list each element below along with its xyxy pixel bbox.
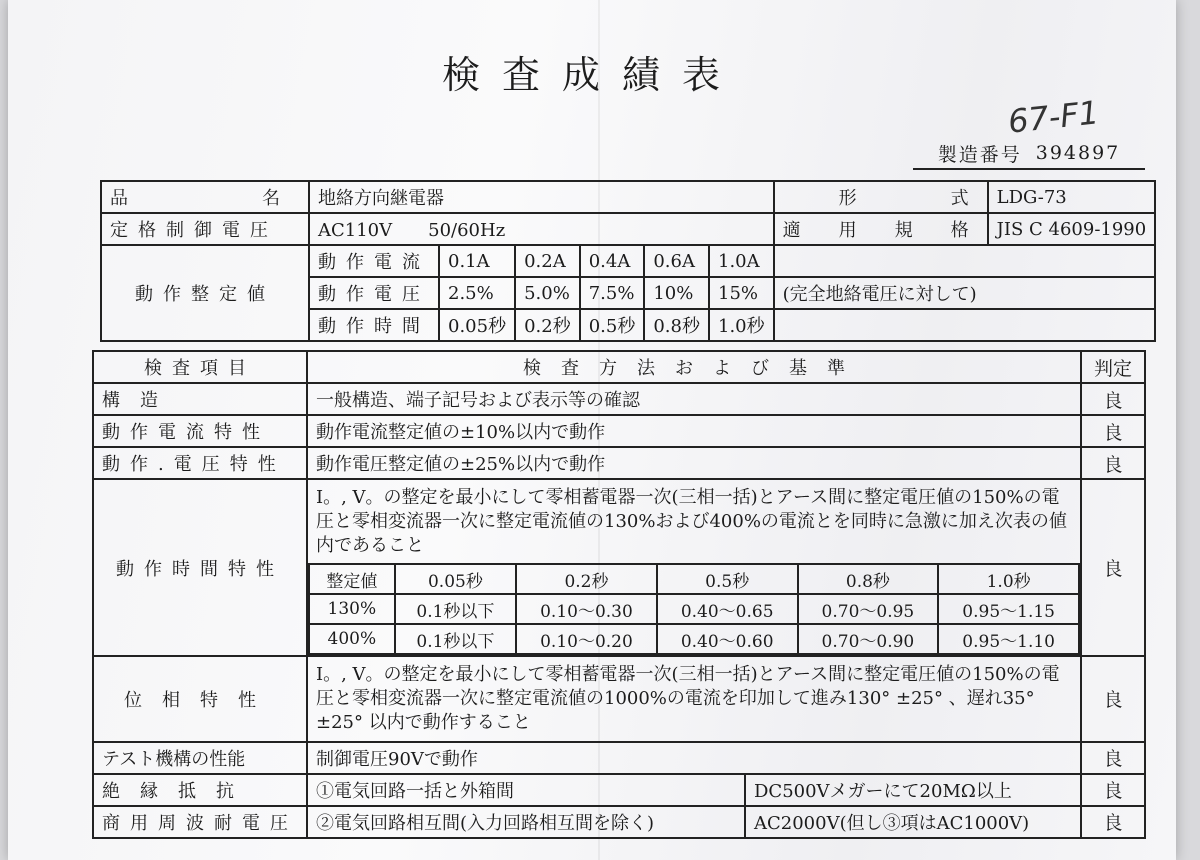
item-method: ①電気回路一括と外箱間 bbox=[307, 774, 745, 806]
serial-value: 394897 bbox=[1035, 142, 1121, 164]
time-table-header: 0.5秒 bbox=[657, 564, 798, 594]
setting-value: 0.2秒 bbox=[515, 309, 580, 341]
item-condition: DC500Vメガーにて20MΩ以上 bbox=[745, 774, 1081, 806]
item-label: 商用周波耐電圧 bbox=[93, 806, 307, 838]
setting-value: 0.1A bbox=[439, 245, 515, 277]
time-table-cell: 0.10～0.20 bbox=[516, 624, 657, 654]
item-condition: AC2000V(但し③項はAC1000V) bbox=[745, 806, 1081, 838]
setting-note bbox=[774, 245, 1156, 277]
item-method: I。, V。の整定を最小にして零相蓄電器一次(三相一括)とアース間に整定電圧値の150%の電圧と零相変流器一次に整定電流値の1000%の電流を印加して進み130° ±25° 、遅れ35° ±25° 以内で動作すること bbox=[307, 656, 1081, 741]
item-method: 一般構造、端子記号および表示等の確認 bbox=[307, 383, 1081, 415]
time-table-cell: 130% bbox=[309, 594, 395, 624]
time-table-cell: 400% bbox=[309, 624, 395, 654]
setting-value: 0.05秒 bbox=[439, 309, 515, 341]
time-table-header: 0.2秒 bbox=[516, 564, 657, 594]
type-value: LDG-73 bbox=[988, 181, 1156, 213]
setting-row-label: 動作時間 bbox=[309, 309, 439, 341]
judge-mark: 良 bbox=[1081, 447, 1145, 479]
time-table-header: 整定値 bbox=[309, 564, 395, 594]
judge-mark: 良 bbox=[1081, 656, 1145, 741]
setting-value: 10% bbox=[644, 277, 709, 309]
judge-mark: 良 bbox=[1081, 479, 1145, 656]
setting-value: 5.0% bbox=[515, 277, 580, 309]
time-table bbox=[308, 563, 1080, 655]
setting-value: 0.2A bbox=[515, 245, 580, 277]
item-label: テスト機構の性能 bbox=[93, 742, 307, 774]
setting-value: 2.5% bbox=[439, 277, 515, 309]
time-table-cell: 0.70～0.95 bbox=[798, 594, 939, 624]
time-table-cell: 0.70～0.90 bbox=[798, 624, 939, 654]
judge-mark: 良 bbox=[1081, 742, 1145, 774]
setting-value: 0.5秒 bbox=[580, 309, 645, 341]
judge-mark: 良 bbox=[1081, 806, 1145, 838]
time-table-cell: 0.1秒以下 bbox=[395, 624, 516, 654]
item-method: 制御電圧90Vで動作 bbox=[307, 742, 1081, 774]
judge-mark: 良 bbox=[1081, 383, 1145, 415]
setting-row-label: 動作電圧 bbox=[309, 277, 439, 309]
item-method: 動作電圧整定値の±25%以内で動作 bbox=[307, 447, 1081, 479]
inspection-table bbox=[92, 350, 1146, 839]
product-label: 品 名 bbox=[101, 181, 309, 213]
time-table-cell: 0.40～0.65 bbox=[657, 594, 798, 624]
item-method: ②電気回路相互間(入力回路相互間を除く) bbox=[307, 806, 745, 838]
setting-row-label: 動作電流 bbox=[309, 245, 439, 277]
product-value: 地絡方向継電器 bbox=[309, 181, 774, 213]
time-table-header: 0.05秒 bbox=[395, 564, 516, 594]
setting-note: (完全地絡電圧に対して) bbox=[774, 277, 1156, 309]
voltage-label: 定格制御電圧 bbox=[101, 213, 309, 245]
setting-value: 0.8秒 bbox=[644, 309, 709, 341]
item-label: 絶縁抵抗 bbox=[93, 774, 307, 806]
judge-mark: 良 bbox=[1081, 774, 1145, 806]
header-item: 検査項目 bbox=[93, 351, 307, 383]
type-label: 形 式 bbox=[774, 181, 988, 213]
header-judge: 判定 bbox=[1081, 351, 1145, 383]
standard-value: JIS C 4609-1990 bbox=[988, 213, 1156, 245]
item-label: 動作時間特性 bbox=[93, 479, 307, 656]
setting-label: 動作整定値 bbox=[101, 245, 309, 341]
setting-value: 15% bbox=[709, 277, 774, 309]
setting-value: 0.6A bbox=[644, 245, 709, 277]
setting-value: 1.0秒 bbox=[709, 309, 774, 341]
voltage-value: AC110V 50/60Hz bbox=[309, 213, 774, 245]
serial-label: 製造番号 bbox=[937, 143, 1022, 166]
item-method: 動作電流整定値の±10%以内で動作 bbox=[307, 415, 1081, 447]
standard-label: 適 用 規 格 bbox=[774, 213, 988, 245]
judge-mark: 良 bbox=[1081, 415, 1145, 447]
time-table-cell: 0.95～1.15 bbox=[938, 594, 1079, 624]
handwritten-note: 67-F1 bbox=[1006, 93, 1101, 141]
report-title: 検査成績表 bbox=[441, 53, 742, 97]
item-label: 構造 bbox=[93, 383, 307, 415]
setting-value: 1.0A bbox=[709, 245, 774, 277]
time-table-header: 0.8秒 bbox=[798, 564, 939, 594]
setting-value: 0.4A bbox=[580, 245, 645, 277]
time-table-cell: 0.1秒以下 bbox=[395, 594, 516, 624]
time-table-cell: 0.95～1.10 bbox=[938, 624, 1079, 654]
inspection-report-sheet bbox=[8, 0, 1176, 860]
serial-number-block bbox=[913, 138, 1145, 170]
setting-value: 7.5% bbox=[580, 277, 645, 309]
time-characteristic-cell bbox=[307, 479, 1081, 656]
setting-note bbox=[774, 309, 1156, 341]
time-table-header: 1.0秒 bbox=[938, 564, 1079, 594]
header-method: 検査方法および基準 bbox=[307, 351, 1081, 383]
item-label: 動作.電圧特性 bbox=[93, 447, 307, 479]
time-table-cell: 0.40～0.60 bbox=[657, 624, 798, 654]
item-label: 位相特性 bbox=[93, 656, 307, 741]
spec-table bbox=[100, 180, 1156, 342]
time-table-cell: 0.10～0.30 bbox=[516, 594, 657, 624]
item-label: 動作電流特性 bbox=[93, 415, 307, 447]
item-method: I。, V。の整定を最小にして零相蓄電器一次(三相一括)とアース間に整定電圧値の150%の電圧と零相変流器一次に整定電流値の130%および400%の電流とを同時に急激に加え次表の値内であること bbox=[316, 487, 1067, 556]
